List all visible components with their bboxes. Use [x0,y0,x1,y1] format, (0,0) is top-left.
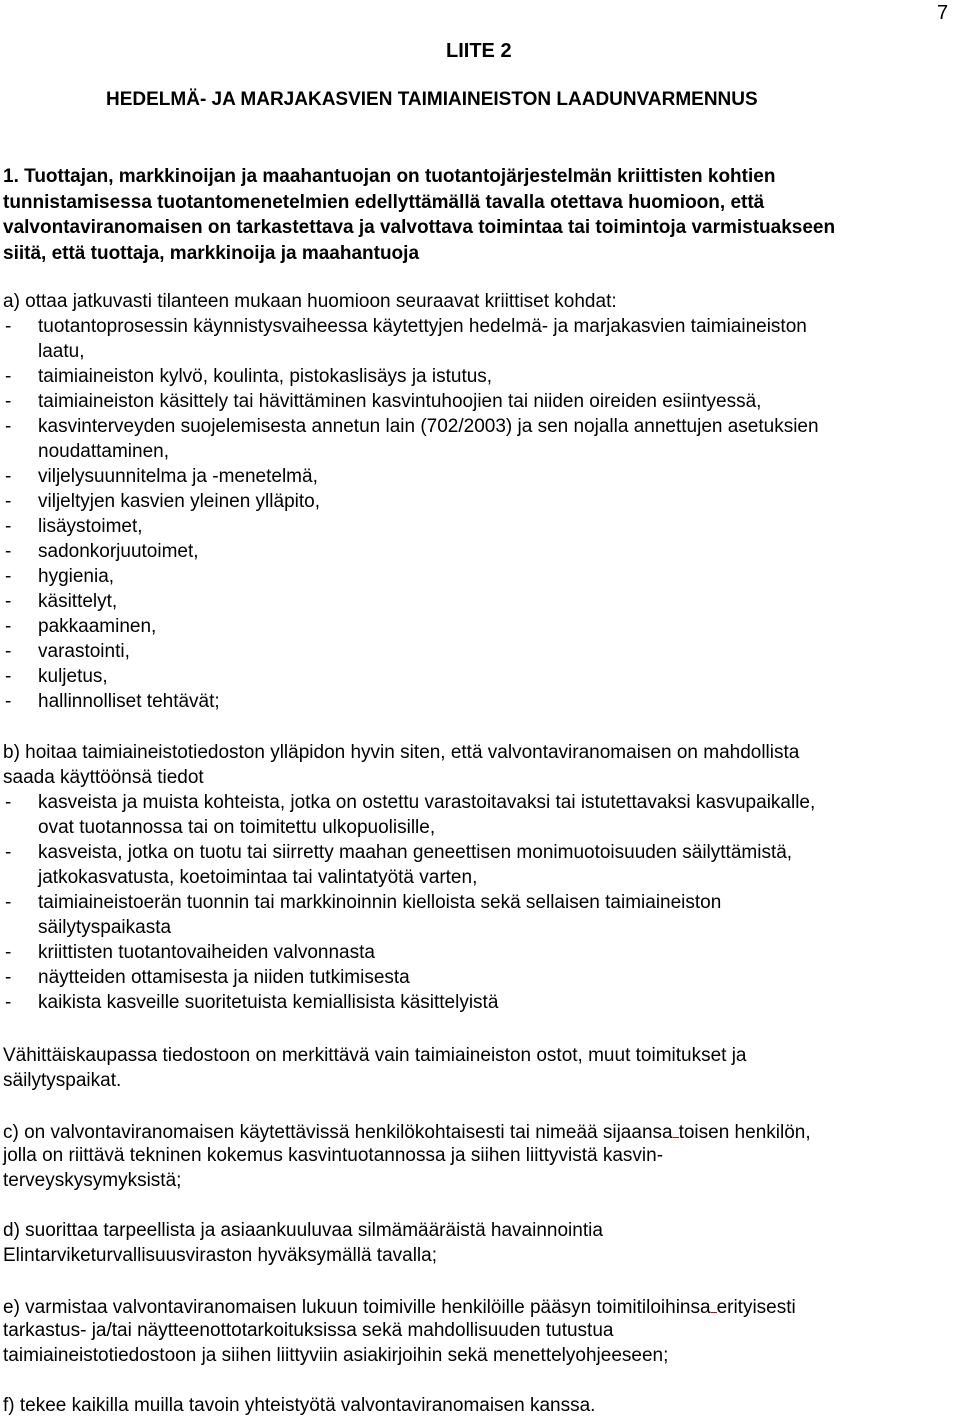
list-item: säilytyspaikasta [38,917,172,938]
section-e-text-after: erityisesti [716,1297,796,1318]
list-dash: - [5,466,12,487]
list-dash: - [5,992,12,1013]
list-dash: - [5,391,12,412]
section-b-lead: b) hoitaa taimiaineistotiedoston ylläpidon hyvin siten, että valvontaviranomaisen on mahdollista [3,742,800,763]
list-dash: - [5,942,12,963]
list-dash: - [5,666,12,687]
retail-note-line: säilytyspaikat. [3,1070,122,1091]
section-c-text-before: c) on valvontaviranomaisen käytettävissä henkilökohtaisesti tai nimeää sijaansa [3,1122,673,1143]
list-item: kaikista kasveille suoritetuista kemiallisista käsittelyistä [38,992,499,1013]
section-d-line: d) suorittaa tarpeellista ja asiaankuuluvaa silmämääräistä havainnointia [3,1220,603,1241]
list-item: varastointi, [38,641,130,662]
section-c-line-3: terveyskysymyksistä; [3,1170,182,1191]
intro-line: valvontaviranomaisen on tarkastettava ja valvottava toimintaa tai toimintoja varmistuakseen [3,217,836,238]
list-item: taimiaineistoerän tuonnin tai markkinoinnin kielloista sekä sellaisen taimiaineiston [38,892,722,913]
list-item: näytteiden ottamisesta ja niiden tutkimisesta [38,967,410,988]
list-item: noudattaminen, [38,441,169,462]
intro-line: tunnistamisessa tuotantomenetelmien edellyttämällä tavalla otettava huomioon, että [3,191,765,213]
section-e-line-1 [3,1295,796,1319]
list-item: viljelysuunnitelma ja -menetelmä, [38,466,318,487]
list-dash: - [5,842,12,863]
list-item: pakkaaminen, [38,616,157,637]
section-e-line-2: tarkastus- ja/tai näytteenottotarkoituksissa sekä mahdollisuuden tutustua [3,1320,614,1341]
list-dash: - [5,566,12,587]
list-dash: - [5,491,12,512]
list-item: taimiaineiston kylvö, koulinta, pistokaslisäys ja istutus, [38,366,493,387]
list-dash: - [5,792,12,813]
list-item: tuotantoprosessin käynnistysvaiheessa käytettyjen hedelmä- ja marjakasvien taimiaineiston [38,316,807,337]
list-item: kriittisten tuotantovaiheiden valvonnasta [38,942,375,963]
list-item: sadonkorjuutoimet, [38,541,199,562]
section-d-line: Elintarviketurvallisuusviraston hyväksymällä tavalla; [3,1245,438,1266]
page-number: 7 [937,2,949,24]
list-dash: - [5,541,12,562]
list-item: käsittelyt, [38,591,118,612]
section-a-lead: a) ottaa jatkuvasti tilanteen mukaan huomioon seuraavat kriittiset kohdat: [3,291,617,312]
list-dash: - [5,967,12,988]
section-c-line-2: jolla on riittävä tekninen kokemus kasvintuotannossa ja siihen liittyvistä kasvin- [3,1145,664,1166]
list-dash: - [5,516,12,537]
list-item: kasveista ja muista kohteista, jotka on ostettu varastoitavaksi tai istutettavaksi kasvupaikalle, [38,792,816,813]
section-e-line-3: taimiaineistotiedostoon ja siihen liittyviin asiakirjoihin sekä menettelyohjeeseen; [3,1345,669,1366]
list-item: hallinnolliset tehtävät; [38,691,220,712]
document-title: HEDELMÄ- JA MARJAKASVIEN TAIMIAINEISTON LAADUNVARMENNUS [106,89,758,110]
intro-line: siitä, että tuottaja, markkinoija ja maahantuoja [3,242,420,264]
list-item: viljeltyjen kasvien yleinen ylläpito, [38,491,320,512]
list-item: ovat tuotannossa tai on toimitettu ulkopuolisille, [38,817,436,838]
list-dash: - [5,691,12,712]
section-c-line-1 [3,1120,811,1144]
section-e-text-before: e) varmistaa valvontaviranomaisen lukuun toimiville henkilöille pääsyn toimitiloihinsa [3,1297,711,1318]
list-dash: - [5,641,12,662]
list-dash: - [5,316,12,337]
list-item: kuljetus, [38,666,108,687]
section-c-text-after: toisen henkilön, [678,1122,811,1143]
list-dash: - [5,591,12,612]
list-item: jatkokasvatusta, koetoimintaa tai valintatyötä varten, [38,867,478,888]
retail-note-line: Vähittäiskaupassa tiedostoon on merkittävä vain taimiaineiston ostot, muut toimitukset ja [3,1045,747,1066]
list-item: taimiaineiston käsittely tai hävittäminen kasvintuhoojien tai niiden oireiden esiintyessä, [38,391,762,412]
list-item: hygienia, [38,566,115,587]
list-dash: - [5,616,12,637]
list-dash: - [5,366,12,387]
list-dash: - [5,892,12,913]
list-item: kasveista, jotka on tuotu tai siirretty maahan geneettisen monimuotoisuuden säilyttämistä, [38,842,793,863]
section-b-lead: saada käyttöönsä tiedot [3,767,204,788]
section-f: f) tekee kaikilla muilla tavoin yhteistyötä valvontaviranomaisen kanssa. [3,1395,596,1416]
list-item: lisäystoimet, [38,516,143,537]
appendix-label: LIITE 2 [446,40,512,62]
list-dash: - [5,416,12,437]
list-item: kasvinterveyden suojelemisesta annetun lain (702/2003) ja sen nojalla annettujen asetuksien [38,416,819,437]
list-item: laatu, [38,341,85,362]
intro-line: 1. Tuottajan, markkinoijan ja maahantuojan on tuotantojärjestelmän kriittisten kohtien [3,166,776,187]
